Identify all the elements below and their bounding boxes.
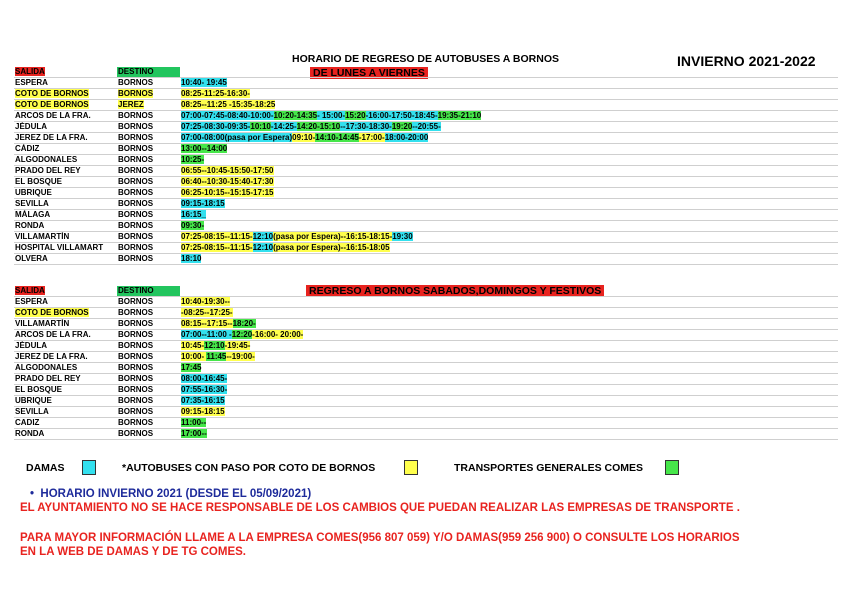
time-segment: (pasa por Espera)--16:15-18:15-: [273, 232, 393, 241]
salida-cell: [14, 429, 117, 440]
time-segment: 07:00-08:00(pasa por Espera): [181, 133, 293, 142]
salida-label: PRADO DEL REY: [15, 374, 81, 383]
time-segment: -19:45-: [224, 341, 251, 350]
salida-cell: [14, 232, 117, 243]
destino-cell: [117, 319, 180, 330]
salida-header-cell: [14, 286, 117, 297]
destino-cell: [117, 155, 180, 166]
times-cell: [180, 199, 838, 210]
time-segment: (pasa por Espera)--16:15-18:05: [273, 243, 390, 252]
salida-label: COTO DE BORNOS: [15, 100, 89, 109]
time-segment: -14:25-: [270, 122, 297, 131]
time-segment: 18:10: [181, 254, 202, 263]
salida-cell: [14, 100, 117, 111]
salida-header-cell: [14, 67, 117, 78]
salida-cell: [14, 111, 117, 122]
destino-cell: [117, 199, 180, 210]
destino-label: BORNOS: [118, 308, 154, 317]
table-row: [14, 429, 838, 440]
table-row: [14, 385, 838, 396]
destino-cell: [117, 232, 180, 243]
table-row: [14, 352, 838, 363]
salida-cell: [14, 210, 117, 221]
times-cell: [180, 341, 838, 352]
weekday-banner: DE LUNES A VIERNES: [310, 67, 428, 79]
table-row: [14, 308, 838, 319]
destino-label: BORNOS: [118, 418, 154, 427]
destino-label: BORNOS: [118, 188, 154, 197]
salida-label: VILLAMARTÍN: [15, 319, 70, 328]
destino-label: BORNOS: [118, 243, 154, 252]
salida-cell: [14, 341, 117, 352]
salida-label: ESPERA: [15, 78, 48, 87]
salida-header: SALIDA: [15, 67, 45, 76]
salida-cell: [14, 122, 117, 133]
time-segment: 07:55-16:30-: [181, 385, 228, 394]
salida-label: ALGODONALES: [15, 363, 78, 372]
time-segment: 11:45: [206, 352, 227, 361]
destino-label: BORNOS: [118, 166, 154, 175]
time-segment: 14:10-14:45: [315, 133, 359, 142]
legend-comes-swatch: [665, 460, 679, 475]
table-row: [14, 155, 838, 166]
times-cell: [180, 210, 838, 221]
destino-label: BORNOS: [118, 374, 154, 383]
destino-label: BORNOS: [118, 122, 154, 131]
destino-cell: [117, 89, 180, 100]
time-segment: 07:00--11:00 -: [181, 330, 232, 339]
destino-cell: [117, 221, 180, 232]
salida-cell: [14, 188, 117, 199]
salida-label: COTO DE BORNOS: [15, 89, 89, 98]
destino-label: BORNOS: [118, 111, 154, 120]
salida-cell: [14, 144, 117, 155]
destino-label: BORNOS: [118, 363, 154, 372]
salida-cell: [14, 363, 117, 374]
weekday-schedule-body: [14, 67, 838, 265]
table-row: [14, 407, 838, 418]
time-segment: 17:00--: [181, 429, 207, 438]
salida-cell: [14, 221, 117, 232]
times-cell: [180, 418, 838, 429]
times-cell: [180, 78, 838, 89]
time-segment: 10:45-: [181, 341, 205, 350]
time-segment: 10:40-19:30--: [181, 297, 230, 306]
destino-label: BORNOS: [118, 210, 154, 219]
page-title: HORARIO DE REGRESO DE AUTOBUSES A BORNOS: [292, 53, 560, 65]
salida-cell: [14, 89, 117, 100]
table-row: [14, 254, 838, 265]
table-row: [14, 319, 838, 330]
times-cell: [180, 232, 838, 243]
season-label: INVIERNO 2021-2022: [677, 53, 816, 69]
times-cell: [180, 297, 838, 308]
time-segment: 09:30-: [181, 221, 205, 230]
salida-cell: [14, 78, 117, 89]
salida-cell: [14, 418, 117, 429]
time-segment: 09:10-: [292, 133, 316, 142]
table-row: [14, 232, 838, 243]
time-segment: 15:20: [345, 111, 366, 120]
times-cell: [180, 100, 838, 111]
destino-cell: [117, 243, 180, 254]
time-segment: 17:45: [181, 363, 202, 372]
time-segment: 06:55--10:45-15:50-17:50: [181, 166, 274, 175]
destino-cell: [117, 341, 180, 352]
destino-label: BORNOS: [118, 78, 154, 87]
time-segment: 08:25-11:25-16:30-: [181, 89, 250, 98]
time-segment: 08:15--17:15--: [181, 319, 233, 328]
salida-label: UBRIQUE: [15, 396, 52, 405]
destino-cell: [117, 144, 180, 155]
destino-cell: [117, 297, 180, 308]
times-cell: [180, 352, 838, 363]
salida-label: EL BOSQUE: [15, 177, 62, 186]
times-cell: [180, 155, 838, 166]
time-segment: 11:00--: [181, 418, 207, 427]
time-segment: 18:00-20:00: [384, 133, 429, 142]
salida-label: SEVILLA: [15, 407, 49, 416]
time-segment: 12:10: [252, 232, 274, 241]
table-row: [14, 78, 838, 89]
legend-damas-label: DAMAS: [26, 462, 65, 474]
time-segment: 07:00-07:45-08:40-10:00-: [181, 111, 274, 120]
time-segment: 12:20: [231, 330, 253, 339]
destino-cell: [117, 111, 180, 122]
weekday-schedule-table: [14, 67, 838, 265]
salida-label: SEVILLA: [15, 199, 49, 208]
destino-label: BORNOS: [118, 429, 154, 438]
salida-label: HOSPITAL VILLAMART: [15, 243, 104, 252]
table-row: [14, 210, 838, 221]
destino-label: BORNOS: [118, 330, 154, 339]
destino-cell: [117, 396, 180, 407]
table-row: [14, 330, 838, 341]
table-row: [14, 363, 838, 374]
time-segment: 16:15_: [181, 210, 206, 219]
legend-comes-label: TRANSPORTES GENERALES COMES: [454, 462, 644, 474]
table-row: [14, 89, 838, 100]
destino-cell: [117, 407, 180, 418]
destino-label: JEREZ: [118, 100, 144, 109]
destino-label: BORNOS: [118, 254, 154, 263]
time-segment: 14:20-15:10: [296, 122, 341, 131]
times-cell: [180, 374, 838, 385]
table-row: [14, 100, 838, 111]
salida-label: VILLAMARTÍN: [15, 232, 70, 241]
bullet-dot-icon: •: [30, 488, 41, 500]
salida-label: ESPERA: [15, 297, 48, 306]
salida-label: UBRIQUE: [15, 188, 52, 197]
destino-header: DESTINO: [117, 286, 180, 297]
salida-label: ARCOS DE LA FRA.: [15, 330, 91, 339]
salida-label: JÉDULA: [15, 341, 48, 350]
destino-label: BORNOS: [118, 177, 154, 186]
destino-label: BORNOS: [118, 297, 154, 306]
times-cell: [180, 330, 838, 341]
destino-label: BORNOS: [118, 221, 154, 230]
legend-damas-swatch: [82, 460, 96, 475]
table-row: [14, 199, 838, 210]
destino-cell: [117, 374, 180, 385]
weekend-schedule-table: [14, 286, 838, 440]
destino-label: BORNOS: [118, 155, 154, 164]
times-cell: [180, 111, 838, 122]
table-row: [14, 374, 838, 385]
salida-cell: [14, 133, 117, 144]
salida-cell: [14, 297, 117, 308]
destino-cell: [117, 78, 180, 89]
destino-cell: [117, 308, 180, 319]
times-cell: [180, 166, 838, 177]
table-row: [14, 396, 838, 407]
time-segment: --19:00-: [226, 352, 255, 361]
destino-cell: [117, 254, 180, 265]
table-row: [14, 341, 838, 352]
table-header-row: [14, 67, 838, 78]
destino-cell: [117, 133, 180, 144]
salida-label: ALGODONALES: [15, 155, 78, 164]
time-segment: 10:20-14:35: [273, 111, 318, 120]
destino-cell: [117, 122, 180, 133]
table-row: [14, 111, 838, 122]
times-cell: [180, 385, 838, 396]
salida-cell: [14, 352, 117, 363]
destino-cell: [117, 100, 180, 111]
destino-label: BORNOS: [118, 133, 154, 142]
time-segment: --17:30-18:30-: [340, 122, 392, 131]
times-cell: [180, 144, 838, 155]
destino-cell: [117, 429, 180, 440]
destino-label: BORNOS: [118, 144, 154, 153]
time-segment: 19:35-21:10: [437, 111, 482, 120]
salida-cell: [14, 166, 117, 177]
destino-cell: [117, 166, 180, 177]
salida-label: COTO DE BORNOS: [15, 308, 89, 317]
times-cell: [180, 133, 838, 144]
salida-label: RONDA: [15, 221, 45, 230]
time-segment: 06:25-10:15--15:15-17:15: [181, 188, 274, 197]
times-cell: [180, 122, 838, 133]
salida-cell: [14, 330, 117, 341]
time-segment: 19:30: [392, 232, 413, 241]
table-row: [14, 188, 838, 199]
time-segment: 09:15-18:15: [181, 407, 225, 416]
destino-label: BORNOS: [118, 319, 154, 328]
contact-note-line-1: PARA MAYOR INFORMACIÓN LLAME A LA EMPRESA COMES(956 807 059) Y/O DAMAS(959 256 900) O CONSULTE LOS HORARIOS: [20, 532, 740, 544]
destino-cell: [117, 418, 180, 429]
salida-cell: [14, 396, 117, 407]
destino-label: BORNOS: [118, 385, 154, 394]
times-cell: [180, 319, 838, 330]
salida-cell: [14, 199, 117, 210]
time-segment: 10:00-: [181, 352, 207, 361]
times-cell: [180, 188, 838, 199]
destino-label: BORNOS: [118, 407, 154, 416]
time-segment: -08:25--17:25-: [181, 308, 233, 317]
salida-header: SALIDA: [15, 286, 45, 295]
salida-label: RONDA: [15, 429, 45, 438]
salida-cell: [14, 385, 117, 396]
table-row: [14, 221, 838, 232]
times-header: [180, 67, 838, 78]
destino-label: BORNOS: [118, 232, 154, 241]
salida-label: ARCOS DE LA FRA.: [15, 111, 91, 120]
table-row: [14, 297, 838, 308]
salida-cell: [14, 243, 117, 254]
destino-cell: [117, 352, 180, 363]
salida-label: CÁDIZ: [15, 144, 40, 153]
table-row: [14, 418, 838, 429]
destino-cell: [117, 188, 180, 199]
salida-cell: [14, 254, 117, 265]
destino-label: BORNOS: [118, 352, 154, 361]
times-cell: [180, 407, 838, 418]
time-segment: 18:20-: [232, 319, 256, 328]
salida-cell: [14, 177, 117, 188]
salida-label: CADIZ: [15, 418, 40, 427]
times-cell: [180, 221, 838, 232]
salida-label: PRADO DEL REY: [15, 166, 81, 175]
destino-cell: [117, 385, 180, 396]
times-cell: [180, 429, 838, 440]
table-header-row: [14, 286, 838, 297]
time-segment: 07:25-08:15--11:15-: [181, 232, 253, 241]
salida-label: OLVERA: [15, 254, 48, 263]
time-segment: 19:20: [391, 122, 413, 131]
destino-label: BORNOS: [118, 396, 154, 405]
time-segment: 06:40--10:30-15:40-17:30: [181, 177, 274, 186]
destino-cell: [117, 210, 180, 221]
time-segment: 10:40- 19:45: [181, 78, 227, 87]
times-cell: [180, 89, 838, 100]
times-cell: [180, 243, 838, 254]
time-segment: -17:00-: [358, 133, 385, 142]
times-cell: [180, 254, 838, 265]
salida-label: MÁLAGA: [15, 210, 51, 219]
salida-cell: [14, 319, 117, 330]
time-segment: 08:00-16:45-: [181, 374, 228, 383]
destino-label: BORNOS: [118, 199, 154, 208]
times-cell: [180, 363, 838, 374]
table-row: [14, 133, 838, 144]
legend-coto-swatch: [404, 460, 418, 475]
legend-coto-label: *AUTOBUSES CON PASO POR COTO DE BORNOS: [122, 462, 376, 474]
salida-label: JÉDULA: [15, 122, 48, 131]
time-segment: --20:55-: [412, 122, 441, 131]
destino-cell: [117, 330, 180, 341]
time-segment: 07:25-08:15--11:15-: [181, 243, 253, 252]
time-segment: 07:35-16:15: [181, 396, 225, 405]
contact-note-line-2: EN LA WEB DE DAMAS Y DE TG COMES.: [20, 546, 246, 558]
time-segment: 10:25-: [181, 155, 205, 164]
times-header: [180, 286, 838, 297]
times-cell: [180, 177, 838, 188]
salida-cell: [14, 155, 117, 166]
time-segment: -16:00-17:50-18:45-: [365, 111, 438, 120]
salida-cell: [14, 374, 117, 385]
weekend-banner: REGRESO A BORNOS SABADOS,DOMINGOS Y FESTIVOS: [306, 285, 604, 297]
table-row: [14, 144, 838, 155]
destino-cell: [117, 363, 180, 374]
time-segment: -16:00- 20:00-: [252, 330, 304, 339]
destino-cell: [117, 177, 180, 188]
salida-cell: [14, 308, 117, 319]
salida-label: EL BOSQUE: [15, 385, 62, 394]
times-cell: [180, 396, 838, 407]
destino-label: BORNOS: [118, 341, 154, 350]
table-row: [14, 166, 838, 177]
destino-header: DESTINO: [117, 67, 180, 78]
table-row: [14, 177, 838, 188]
winter-schedule-text: HORARIO INVIERNO 2021 (DESDE EL 05/09/2021): [40, 488, 312, 500]
time-segment: 12:10: [204, 341, 225, 350]
destino-label: BORNOS: [118, 89, 154, 98]
table-row: [14, 122, 838, 133]
weekend-schedule-body: [14, 286, 838, 440]
disclaimer-note: EL AYUNTAMIENTO NO SE HACE RESPONSABLE DE LOS CAMBIOS QUE PUEDAN REALIZAR LAS EMPRESAS DE TRANSPORTE .: [20, 502, 740, 514]
winter-schedule-note: [30, 488, 311, 500]
time-segment: - 15:00-: [317, 111, 346, 120]
time-segment: 12:10: [252, 243, 274, 252]
time-segment: 10:10: [250, 122, 271, 131]
table-row: [14, 243, 838, 254]
time-segment: 09:15-18:15: [181, 199, 225, 208]
time-segment: 07:25-08:30-09:35-: [181, 122, 251, 131]
salida-label: JEREZ DE LA FRA.: [15, 133, 88, 142]
salida-cell: [14, 407, 117, 418]
times-cell: [180, 308, 838, 319]
salida-label: JEREZ DE LA FRA.: [15, 352, 88, 361]
time-segment: 13:00--14:00: [181, 144, 228, 153]
time-segment: 08:25--11:25 -15:35-18:25: [181, 100, 276, 109]
